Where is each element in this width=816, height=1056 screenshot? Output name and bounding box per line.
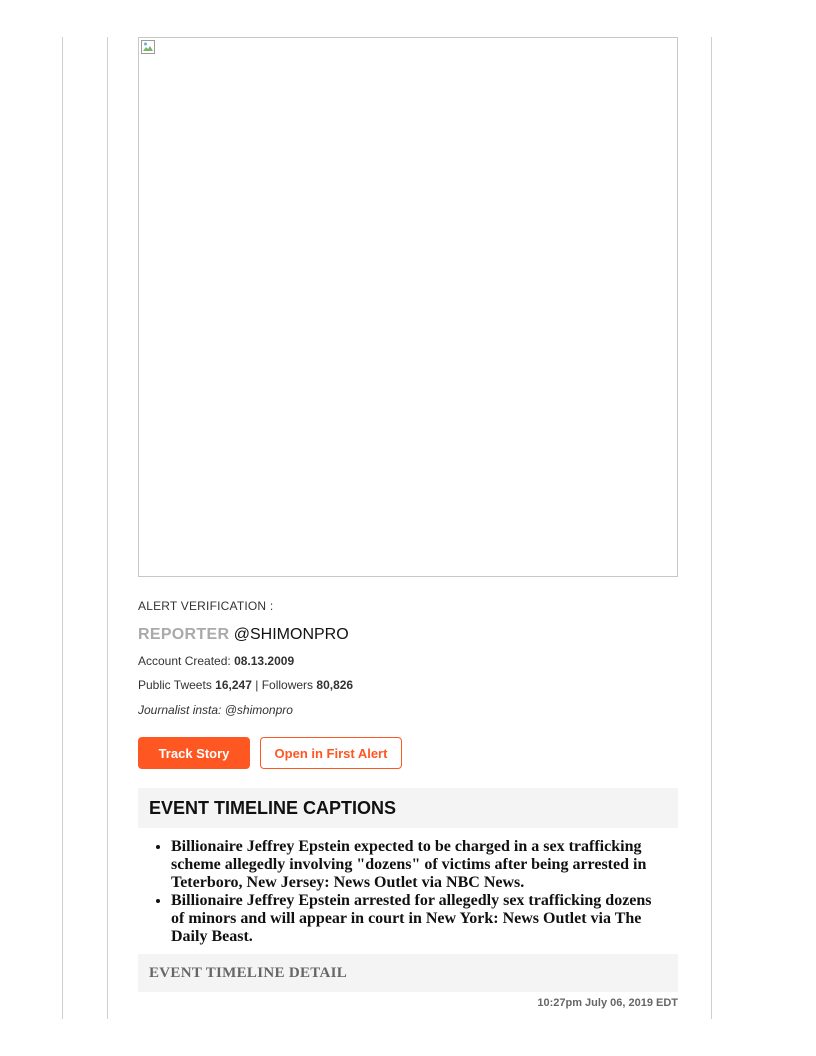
followers-label: Followers: [261, 678, 314, 692]
left-outer-border: [62, 37, 63, 1019]
account-created-label: Account Created:: [138, 654, 231, 668]
alert-image: [138, 37, 678, 577]
alert-verification-label: ALERT VERIFICATION :: [138, 599, 274, 613]
right-border: [711, 37, 712, 1019]
caption-item: • Billionaire Jeffrey Epstein arrested for allegedly sex trafficking dozens of minors and will appear in court in New York: News Outlet via The Daily Beast.: [171, 892, 678, 946]
left-inner-border: [107, 37, 108, 1019]
action-buttons: [138, 737, 678, 769]
account-created-value: 08.13.2009: [234, 654, 295, 668]
public-tweets-label: Public Tweets: [138, 678, 212, 692]
timeline-timestamp: 10:27pm July 06, 2019 EDT: [537, 997, 678, 1009]
track-story-button[interactable]: Track Story: [138, 737, 250, 769]
twitter-stats: [138, 678, 678, 692]
alert-content: [138, 37, 678, 1009]
broken-image-icon: [141, 40, 155, 54]
reporter-line: [138, 626, 678, 644]
event-timeline-detail-heading: EVENT TIMELINE DETAIL: [138, 954, 678, 992]
reporter-label: REPORTER: [138, 626, 230, 643]
caption-list: [138, 838, 678, 946]
followers-value: 80,826: [316, 678, 354, 692]
stats-separator: |: [255, 678, 259, 692]
account-created: [138, 654, 678, 668]
public-tweets-value: 16,247: [215, 678, 252, 692]
event-timeline-captions-heading: EVENT TIMELINE CAPTIONS: [138, 788, 678, 828]
journalist-insta: Journalist insta: @shimonpro: [138, 703, 293, 717]
reporter-handle: @SHIMONPRO: [233, 626, 349, 643]
caption-item: • Billionaire Jeffrey Epstein expected to be charged in a sex trafficking scheme allegedly involving "dozens" of victims after being arrested in Teterboro, New Jersey: News Outlet via NBC News.: [171, 838, 678, 892]
open-first-alert-button[interactable]: Open in First Alert: [260, 737, 402, 769]
